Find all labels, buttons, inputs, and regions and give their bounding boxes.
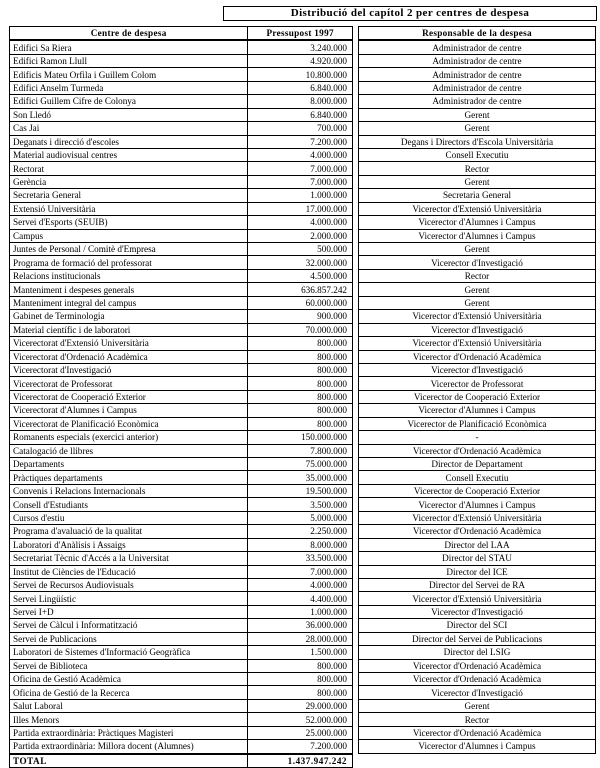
responsible-row [359,458,596,471]
responsible-row [359,216,596,229]
budget-row [10,390,353,403]
responsible-row [359,525,596,538]
budget-row [10,431,353,444]
responsible-row [359,390,596,403]
amount-cell: 800.000 [248,404,353,417]
budget-row [10,686,353,699]
centre-cell: Secretariat Tècnic d'Accés a la Universitat [10,552,248,565]
budget-row [10,216,353,229]
amount-cell: 4.400.000 [248,592,353,605]
budget-row [10,511,353,524]
amount-cell: 800.000 [248,377,353,390]
amount-cell: 4.000.000 [248,216,353,229]
centre-cell: Son Lledó [10,108,248,121]
centre-cell: Servei de Recursos Audiovisuals [10,578,248,591]
centre-cell: Laboratori de Sistemes d'Informació Geogràfica [10,646,248,659]
budget-row [10,404,353,417]
amount-cell: 19.500.000 [248,484,353,497]
responsible-row [359,68,596,81]
budget-row [10,283,353,296]
centre-cell: Deganats i direcció d'escoles [10,135,248,148]
budget-row [10,525,353,538]
header-centre: Centre de despesa [10,27,248,41]
responsible-row [359,269,596,282]
centre-cell: Vicerectorat de Planificació Econòmica [10,417,248,430]
responsible-cell: Gerent [359,175,596,188]
budget-row [10,498,353,511]
responsible-cell: Vicerector d'Ordenació Acadèmica [359,350,596,363]
amount-cell: 900.000 [248,310,353,323]
responsible-cell: Director del ICE [359,565,596,578]
responsible-row [359,498,596,511]
responsible-row [359,444,596,457]
amount-cell: 800.000 [248,350,353,363]
responsible-cell: Vicerector d'Investigació [359,686,596,699]
responsible-row [359,122,596,135]
budget-row [10,552,353,565]
centre-cell: Rectorat [10,162,248,175]
responsible-cell: Director del LAA [359,538,596,551]
centre-cell: Vicerectorat d'Extensió Universitària [10,337,248,350]
responsible-cell: Gerent [359,283,596,296]
budget-row [10,135,353,148]
amount-cell: 17.000.000 [248,202,353,215]
amount-cell: 70.000.000 [248,323,353,336]
centre-cell: Consell d'Estudiants [10,498,248,511]
centre-cell: Cursos d'estiu [10,511,248,524]
responsible-row [359,726,596,739]
responsible-row [359,40,596,54]
amount-cell: 25.000.000 [248,726,353,739]
budget-row [10,605,353,618]
budget-row [10,95,353,108]
amount-cell: 636.857.242 [248,283,353,296]
budget-row [10,202,353,215]
responsible-row [359,81,596,94]
responsible-row [359,619,596,632]
responsible-cell: Administrador de centre [359,95,596,108]
budget-row [10,363,353,376]
centre-cell: Illes Menors [10,713,248,726]
responsible-row [359,592,596,605]
amount-cell: 3.500.000 [248,498,353,511]
responsible-row [359,189,596,202]
amount-cell: 7.800.000 [248,444,353,457]
responsible-row [359,283,596,296]
amount-cell: 7.000.000 [248,162,353,175]
centre-cell: Programa de formació del professorat [10,256,248,269]
responsible-row [359,350,596,363]
budget-row [10,54,353,67]
responsible-cell: Vicerector d'Extensió Universitària [359,202,596,215]
centre-cell: Servei d'Esports (SEUIB) [10,216,248,229]
responsible-cell: Vicerector d'Extensió Universitària [359,592,596,605]
budget-row [10,699,353,712]
responsible-row [359,337,596,350]
amount-cell: 75.000.000 [248,458,353,471]
amount-cell: 7.200.000 [248,740,353,754]
amount-cell: 1.000.000 [248,605,353,618]
centre-cell: Material audiovisual centres [10,148,248,161]
responsible-row [359,659,596,672]
responsible-row [359,404,596,417]
responsible-cell: Gerent [359,699,596,712]
responsible-cell: Director del Servei de RA [359,578,596,591]
amount-cell: 800.000 [248,363,353,376]
responsible-cell: Vicerector d'Ordenació Acadèmica [359,659,596,672]
budget-row [10,256,353,269]
responsible-row [359,686,596,699]
responsible-row [359,538,596,551]
budget-row [10,578,353,591]
responsible-cell: Rector [359,713,596,726]
budget-row [10,673,353,686]
responsible-row [359,256,596,269]
responsible-cell: Gerent [359,296,596,309]
budget-row [10,592,353,605]
centre-cell: Pràctiques departaments [10,471,248,484]
centre-cell: Partida extraordinària: Pràctiques Magisteri [10,726,248,739]
budget-row [10,310,353,323]
responsible-row [359,471,596,484]
budget-row [10,81,353,94]
responsible-cell: Vicerector d'Extensió Universitària [359,511,596,524]
centre-cell: Juntes de Personal / Comitè d'Empresa [10,243,248,256]
responsible-cell: Administrador de centre [359,40,596,54]
budget-row [10,68,353,81]
centre-cell: Departaments [10,458,248,471]
centre-cell: Vicerectorat de Professorat [10,377,248,390]
responsible-cell: Consell Executiu [359,148,596,161]
budget-row [10,377,353,390]
responsible-cell: Director del Servei de Publicacions [359,632,596,645]
budget-table [9,26,353,768]
budget-row [10,175,353,188]
centre-cell: Edificis Mateu Orfila i Guillem Colom [10,68,248,81]
responsible-cell: Vicerector de Professorat [359,377,596,390]
budget-row [10,148,353,161]
responsible-row [359,175,596,188]
budget-row [10,243,353,256]
responsible-cell: Vicerector d'Ordenació Acadèmica [359,525,596,538]
amount-cell: 1.500.000 [248,646,353,659]
centre-cell: Relacions institucionals [10,269,248,282]
responsible-row [359,740,596,753]
amount-cell: 32.000.000 [248,256,353,269]
centre-cell: Servei de Publicacions [10,632,248,645]
responsible-row [359,202,596,215]
responsible-cell: Vicerector d'Alumnes i Campus [359,404,596,417]
responsible-row [359,578,596,591]
header-responsable: Responsable de la despesa [359,27,596,41]
budget-row [10,740,353,754]
budget-row [10,632,353,645]
responsible-cell: Vicerector d'Investigació [359,323,596,336]
amount-cell: 150.000.000 [248,431,353,444]
amount-cell: 29.000.000 [248,699,353,712]
centre-cell: Romanents especials (exercici anterior) [10,431,248,444]
amount-cell: 4.920.000 [248,54,353,67]
amount-cell: 800.000 [248,390,353,403]
responsible-row [359,363,596,376]
responsible-row [359,417,596,430]
budget-row [10,619,353,632]
amount-cell: 6.840.000 [248,81,353,94]
budget-row [10,713,353,726]
centre-cell: Vicerectorat de Cooperació Exterior [10,390,248,403]
amount-cell: 8.000.000 [248,538,353,551]
centre-cell: Convenis i Relacions Internacionals [10,484,248,497]
header-pressupost: Pressupost 1997 [248,27,353,41]
budget-row [10,189,353,202]
budget-row [10,108,353,121]
responsible-row [359,95,596,108]
amount-cell: 800.000 [248,659,353,672]
responsible-row [359,148,596,161]
budget-row [10,538,353,551]
centre-cell: Edifici Anselm Turmeda [10,81,248,94]
responsible-cell: Secretaria General [359,189,596,202]
responsible-cell: Vicerector d'Extensió Universitària [359,310,596,323]
budget-row [10,122,353,135]
responsible-cell: Vicerector d'Alumnes i Campus [359,229,596,242]
budget-row [10,646,353,659]
budget-row [10,323,353,336]
centre-cell: Secretaria General [10,189,248,202]
centre-cell: Edifici Sa Riera [10,40,248,54]
centre-cell: Salut Laboral [10,699,248,712]
amount-cell: 6.840.000 [248,108,353,121]
amount-cell: 36.000.000 [248,619,353,632]
centre-cell: Vicerectorat d'Alumnes i Campus [10,404,248,417]
centre-cell: Vicerectorat d'Ordenació Acadèmica [10,350,248,363]
budget-row [10,444,353,457]
responsible-cell: Consell Executiu [359,471,596,484]
responsible-cell: Vicerector de Cooperació Exterior [359,390,596,403]
centre-cell: Vicerectorat d'Investigació [10,363,248,376]
centre-cell: Oficina de Gestió de la Recerca [10,686,248,699]
amount-cell: 3.240.000 [248,40,353,54]
centre-cell: Material científic i de laboratori [10,323,248,336]
budget-row [10,229,353,242]
amount-cell: 28.000.000 [248,632,353,645]
amount-cell: 4.000.000 [248,578,353,591]
amount-cell: 7.200.000 [248,135,353,148]
responsible-cell: Vicerector d'Extensió Universitària [359,337,596,350]
responsible-cell: Administrador de centre [359,81,596,94]
budget-row [10,269,353,282]
amount-cell: 8.000.000 [248,95,353,108]
responsible-row [359,54,596,67]
centre-cell: Campus [10,229,248,242]
responsible-row [359,646,596,659]
responsible-cell: Vicerector d'Investigació [359,605,596,618]
responsible-cell: Director del LSIG [359,646,596,659]
amount-cell: 800.000 [248,417,353,430]
amount-cell: 35.000.000 [248,471,353,484]
responsible-row [359,229,596,242]
centre-cell: Gerència [10,175,248,188]
budget-row [10,337,353,350]
centre-cell: Programa d'avaluació de la qualitat [10,525,248,538]
budget-row [10,458,353,471]
responsible-cell: Director del SCI [359,619,596,632]
amount-cell: 2.000.000 [248,229,353,242]
amount-cell: 2.250.000 [248,525,353,538]
responsible-row [359,323,596,336]
amount-cell: 7.000.000 [248,565,353,578]
budget-row [10,40,353,54]
responsible-cell: Gerent [359,108,596,121]
amount-cell: 800.000 [248,686,353,699]
budget-row [10,471,353,484]
responsible-cell: Vicerector de Planificació Econòmica [359,417,596,430]
responsible-row [359,511,596,524]
responsible-row [359,632,596,645]
centre-cell: Partida extraordinària: Millora docent (Alumnes) [10,740,248,754]
responsible-cell: Gerent [359,122,596,135]
centre-cell: Gabinet de Terminologia [10,310,248,323]
centre-cell: Servei Lingüístic [10,592,248,605]
responsible-cell: Vicerector de Cooperació Exterior [359,484,596,497]
centre-cell: Servei de Càlcul i Informatització [10,619,248,632]
centre-cell: Servei de Biblioteca [10,659,248,672]
responsible-cell: Director de Departament [359,458,596,471]
responsible-row [359,108,596,121]
budget-row [10,726,353,739]
centre-cell: Manteniment integral del campus [10,296,248,309]
amount-cell: 7.000.000 [248,175,353,188]
responsible-row [359,296,596,309]
centre-cell: Servei I+D [10,605,248,618]
amount-cell: 60.000.000 [248,296,353,309]
responsible-cell: Vicerector d'Alumnes i Campus [359,498,596,511]
centre-cell: Laboratori d'Anàlisis i Assaigs [10,538,248,551]
amount-cell: 4.500.000 [248,269,353,282]
responsible-row [359,552,596,565]
responsible-cell: Vicerector d'Alumnes i Campus [359,216,596,229]
responsible-row [359,135,596,148]
amount-cell: 700.000 [248,122,353,135]
responsible-cell: Vicerector d'Investigació [359,256,596,269]
responsible-cell: Director del STAU [359,552,596,565]
responsible-cell: Degans i Directors d'Escola Universitària [359,135,596,148]
responsible-cell: Gerent [359,243,596,256]
responsible-row [359,310,596,323]
responsible-row [359,565,596,578]
amount-cell: 5.000.000 [248,511,353,524]
centre-cell: Edifici Guillem Cifre de Colonya [10,95,248,108]
total-label: TOTAL [10,754,248,768]
responsible-cell: Rector [359,162,596,175]
responsible-row [359,484,596,497]
total-row [10,754,353,768]
responsible-row [359,377,596,390]
budget-row [10,296,353,309]
budget-row [10,565,353,578]
responsible-row [359,162,596,175]
budget-row [10,484,353,497]
amount-cell: 800.000 [248,337,353,350]
centre-cell: Edifici Ramon Llull [10,54,248,67]
responsible-cell: Vicerector d'Ordenació Acadèmica [359,726,596,739]
responsible-header-row [359,27,596,41]
responsible-row [359,605,596,618]
centre-cell: Cas Jai [10,122,248,135]
centre-cell: Manteniment i despeses generals [10,283,248,296]
responsible-cell: Rector [359,269,596,282]
responsible-cell: Vicerector d'Ordenació Acadèmica [359,444,596,457]
amount-cell: 500.000 [248,243,353,256]
budget-row [10,659,353,672]
document-title: Distribució del capítol 2 per centres de despesa [223,6,597,21]
responsible-cell: Vicerector d'Ordenació Acadèmica [359,673,596,686]
responsible-row [359,699,596,712]
centre-cell: Extensió Universitària [10,202,248,215]
responsible-row [359,713,596,726]
amount-cell: 10.800.000 [248,68,353,81]
centre-cell: Catalogació de llibres [10,444,248,457]
total-amount: 1.437.947.242 [248,754,353,768]
budget-header-row [10,27,353,41]
amount-cell: 1.000.000 [248,189,353,202]
responsible-cell: Administrador de centre [359,54,596,67]
responsible-cell: Vicerector d'Investigació [359,363,596,376]
budget-row [10,162,353,175]
responsible-row [359,673,596,686]
responsible-row [359,431,596,444]
responsible-cell: - [359,431,596,444]
budget-row [10,417,353,430]
amount-cell: 52.000.000 [248,713,353,726]
responsible-cell: Administrador de centre [359,68,596,81]
centre-cell: Oficina de Gestió Acadèmica [10,673,248,686]
amount-cell: 4.000.000 [248,148,353,161]
responsible-row [359,243,596,256]
responsible-cell: Vicerector d'Alumnes i Campus [359,740,596,753]
amount-cell: 33.500.000 [248,552,353,565]
responsible-table [358,26,596,754]
centre-cell: Institut de Ciències de l'Educació [10,565,248,578]
budget-row [10,350,353,363]
amount-cell: 800.000 [248,673,353,686]
